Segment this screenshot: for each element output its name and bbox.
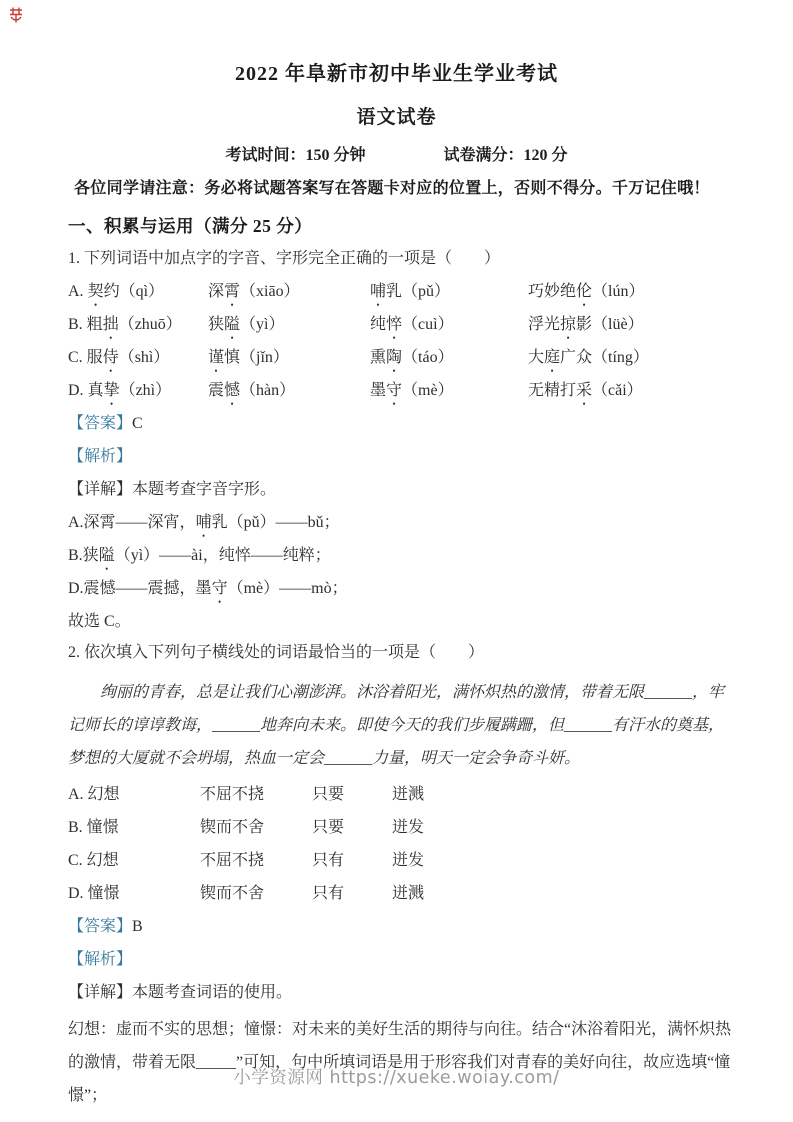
q1-c-col3: 熏陶（táo） — [370, 349, 454, 366]
exam-title: 2022 年阜新市初中毕业生学业考试 — [235, 63, 558, 85]
q2-answer-value: B — [132, 918, 143, 935]
q1-option-row-d — [68, 380, 735, 402]
q2-b-col4: 迸发 — [392, 819, 425, 836]
q1-a-col3: 哺乳（pǔ） — [370, 283, 451, 300]
q1-d-col4: 无精打采（cǎi） — [528, 382, 643, 399]
q2-option-row-a — [68, 784, 735, 806]
q2-option-row-c — [68, 850, 735, 872]
q2-c-col3: 只有 — [312, 852, 345, 869]
q2-c-col4: 迸发 — [392, 852, 425, 869]
q1-b-col4: 浮光掠影（lüè） — [528, 316, 644, 333]
q1-conclusion: 故选 C。 — [68, 613, 131, 630]
q2-analysis-label: 【解析】 — [68, 951, 133, 968]
q1-d-col1: D. 真挚（zhì） — [68, 382, 172, 399]
q2-b-col1: B. 憧憬 — [68, 819, 119, 836]
q1-c-col2: 谨慎（jǐn） — [208, 349, 289, 366]
q2-d-col4: 迸溅 — [392, 885, 425, 902]
q1-option-row-c — [68, 347, 735, 369]
paper-subject-title: 语文试卷 — [356, 107, 437, 128]
q1-answer-value: C — [132, 415, 143, 432]
exam-duration: 考试时间：150 分钟 — [225, 147, 366, 164]
exam-info-line — [0, 144, 793, 168]
q1-a-col2: 深霄（xiāo） — [208, 283, 300, 300]
q2-b-col3: 只要 — [312, 819, 345, 836]
q1-b-col3: 纯悴（cuì） — [370, 316, 454, 333]
q1-analysis-label-line — [68, 446, 735, 468]
q1-option-row-b — [68, 314, 735, 336]
red-watermark-icon — [8, 6, 24, 24]
q1-answer-line — [68, 413, 735, 435]
q2-stem: 2. 依次填入下列句子横线处的词语最恰当的一项是（ ） — [68, 644, 485, 661]
q1-explain-line-d: D.震憾——震撼，墨守（mè）——mò； — [68, 580, 348, 597]
q1-detail-line: 【详解】本题考查字音字形。 — [68, 481, 277, 498]
q1-analysis-label: 【解析】 — [68, 448, 133, 465]
q2-option-row-d — [68, 883, 735, 905]
q1-d-col3: 墨守（mè） — [370, 382, 454, 399]
q1-c-col4: 大庭广众（tíng） — [528, 349, 649, 366]
q2-a-col1: A. 幻想 — [68, 786, 120, 803]
q1-stem: 1. 下列词语中加点字的字音、字形完全正确的一项是（ ） — [68, 250, 501, 267]
q2-answer-label: 【答案】 — [68, 918, 133, 935]
q2-a-col3: 只要 — [312, 786, 345, 803]
q1-c-col1: C. 服侍（shì） — [68, 349, 170, 366]
q2-detail-line: 【详解】本题考查词语的使用。 — [68, 984, 293, 1001]
q1-b-col1: B. 粗拙（zhuō） — [68, 316, 182, 333]
q2-analysis-label-line — [68, 949, 735, 971]
q2-explanation: 幻想：虚而不实的思想；憧憬：对未来的美好生活的期待与向往。结合“沐浴着阳光，满怀炽热的激情，带着无限_____”可知，句中所填词语是用于形容我们对青春的美好向往，故应选填“憧憬”； — [68, 1021, 732, 1104]
site-watermark-text: 小学资源网 https://xueke.woiay.com/ — [233, 1068, 560, 1088]
q1-option-row-a — [68, 281, 735, 303]
q2-d-col2: 锲而不舍 — [200, 885, 265, 902]
q2-option-row-b — [68, 817, 735, 839]
q1-explain-line-a: A.深霄——深宵，哺乳（pǔ）——bǔ； — [68, 514, 340, 531]
q1-a-col4: 巧妙绝伦（lún） — [528, 283, 645, 300]
q2-a-col4: 迸溅 — [392, 786, 425, 803]
q1-explain-line-b: B.狭隘（yì）——ài，纯悴——纯粹； — [68, 547, 331, 564]
q2-d-col3: 只有 — [312, 885, 345, 902]
q2-passage: 绚丽的青春，总是让我们心潮澎湃。沐浴着阳光，满怀炽热的激情，带着无限______，牢记师长的谆谆教诲，______地奔向未来。即使今天的我们步履蹒跚，但______有汗水的奠基，梦想的大厦就不会坍塌，热血一定会______力量，明天一定会争奇斗妍。 — [68, 684, 725, 767]
q1-b-col2: 狭隘（yì） — [208, 316, 285, 333]
q1-d-col2: 震憾（hàn） — [208, 382, 296, 399]
exam-header — [0, 0, 793, 168]
q1-a-col1: A. 契约（qì） — [68, 283, 165, 300]
q1-answer-label: 【答案】 — [68, 415, 133, 432]
section-1-heading: 一、积累与运用（满分 25 分） — [68, 216, 313, 236]
q2-a-col2: 不屈不挠 — [200, 786, 265, 803]
q2-c-col2: 不屈不挠 — [200, 852, 265, 869]
q2-answer-line — [68, 916, 735, 938]
exam-notice: 各位同学请注意：务必将试题答案写在答题卡对应的位置上，否则不得分。千万记住哦！ — [74, 180, 710, 197]
q2-c-col1: C. 幻想 — [68, 852, 119, 869]
exam-total-score: 试卷满分：120 分 — [443, 147, 568, 164]
site-watermark-footer — [0, 1064, 793, 1089]
q2-d-col1: D. 憧憬 — [68, 885, 120, 902]
exam-body — [0, 213, 793, 1112]
q2-b-col2: 锲而不舍 — [200, 819, 265, 836]
